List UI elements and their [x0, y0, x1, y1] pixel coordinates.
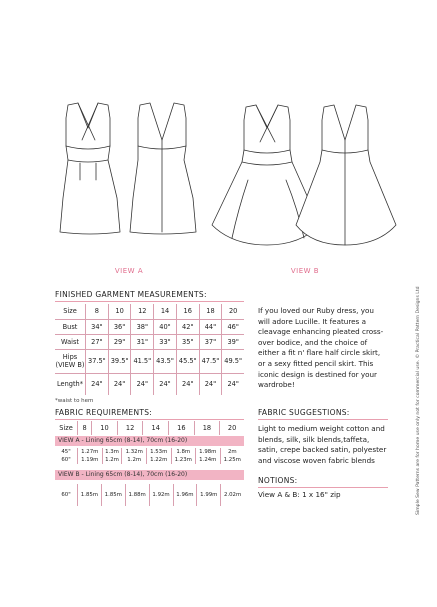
table-cell: 1.24m [196, 456, 221, 464]
fabric-suggestions-rule [258, 419, 388, 420]
notions-text: View A & B: 1 x 16" zip [258, 490, 341, 499]
table-header-cell: 8 [78, 421, 92, 435]
table-cell: 43.5" [154, 349, 177, 373]
table-cell: 1.32m [122, 448, 147, 456]
table-row [55, 456, 244, 464]
table-cell: 36" [108, 319, 131, 334]
fabric-suggestions-text: Light to medium weight cotton and blends, silk, silk blends,taffeta, satin, crepe backed satin, polyester and viscose woven fabric blends [258, 424, 387, 465]
table-cell: 24" [154, 373, 177, 395]
table-cell: 1.8m [171, 448, 196, 456]
view-b-label: VIEW B [290, 267, 320, 275]
table-cell: 1.88m [125, 484, 149, 506]
table-cell: 41.5" [131, 349, 154, 373]
table-cell: Waist [55, 334, 86, 349]
table-cell: 44" [199, 319, 222, 334]
table-cell: 1.25m [223, 457, 241, 463]
measurements-title: FINISHED GARMENT MEASUREMENTS: [55, 290, 207, 299]
table-cell: 60" [55, 456, 78, 464]
fabric-requirements-title: FABRIC REQUIREMENTS: [55, 408, 153, 417]
view-b-lining-band: VIEW B - Lining 65cm (8-14), 70cm (16-20) [55, 470, 244, 480]
table-header-cell: 18 [194, 421, 220, 435]
table-cell: 49.5" [222, 349, 244, 373]
table-header-cell: 12 [131, 304, 154, 319]
table-cell: 34" [86, 319, 109, 334]
fabric-requirements-rule [55, 419, 244, 420]
table-cell: 1.23m [171, 456, 196, 464]
table-row [55, 484, 244, 506]
dress-illustrations [0, 0, 437, 265]
table-cell: 1.85m [101, 484, 125, 506]
table-header-cell: 12 [117, 421, 143, 435]
table-header-cell: 14 [154, 304, 177, 319]
table-row [55, 349, 244, 373]
copyright-side-text: Simple Sew Patterns are for home use only not for commercial use. © Practical Pattern Designs Ltd [416, 286, 421, 515]
table-cell: 27" [86, 334, 109, 349]
view-a-back-illustration [130, 103, 196, 234]
view-b-back-illustration [296, 105, 396, 245]
pattern-description: If you loved our Ruby dress, you will adore Lucille. It features a cleavage enhancing pleated cross-over bodice, and the choice of either a fit n' flare half circle skirt, or a sexy fitted pencil skirt. This iconic design is destined for your wardrobe! [258, 306, 384, 390]
fabric-header-table [55, 421, 244, 435]
table-cell: 1.53m [146, 448, 171, 456]
table-cell: 24" [227, 380, 239, 389]
table-cell: 37" [199, 334, 222, 349]
table-cell: 1.92m [149, 484, 173, 506]
table-cell: 60" [55, 484, 78, 506]
table-cell: 47.5" [199, 349, 222, 373]
table-cell: 35" [176, 334, 199, 349]
table-cell: 46" [222, 319, 244, 334]
table-cell: Hips (VIEW B) [55, 349, 86, 373]
view-a-fabric-table [55, 448, 244, 464]
table-cell: 24" [131, 373, 154, 395]
table-header-cell: 10 [108, 304, 131, 319]
table-row [55, 448, 244, 456]
table-header-cell: 10 [92, 421, 118, 435]
table-cell: 31" [131, 334, 154, 349]
table-cell: 38" [131, 319, 154, 334]
table-cell: 33" [154, 334, 177, 349]
table-header-cell: 8 [86, 304, 109, 319]
table-cell: 1.2m [122, 456, 147, 464]
table-row [55, 319, 244, 334]
view-b-fabric-table [55, 484, 244, 506]
table-cell: 1.85m [78, 484, 102, 506]
table-cell: 24" [108, 373, 131, 395]
table-cell: 29" [108, 334, 131, 349]
table-cell: 37.5" [86, 349, 109, 373]
table-header-cell: 16 [169, 421, 195, 435]
table-cell: 1.19m [78, 456, 103, 464]
view-a-lining-band: VIEW A - Lining 65cm (8-14), 70cm (16-20) [55, 436, 244, 446]
table-header-cell: 18 [199, 304, 222, 319]
table-cell: 42" [176, 319, 199, 334]
table-cell: 1.2m [102, 456, 122, 464]
view-a-front-illustration [60, 103, 120, 234]
table-header-cell: 20 [222, 304, 244, 319]
fabric-suggestions-title: FABRIC SUGGESTIONS: [258, 408, 350, 417]
table-header-cell: Size [55, 304, 86, 319]
table-cell: 39.5" [108, 349, 131, 373]
notions-title: NOTIONS: [258, 476, 298, 485]
table-cell: 1.27m [78, 448, 103, 456]
table-cell: 24" [199, 373, 222, 395]
table-cell: 24" [86, 373, 109, 395]
table-cell: 1.98m [196, 448, 221, 456]
measurements-table [55, 304, 244, 395]
table-cell: 45.5" [176, 349, 199, 373]
notions-rule [258, 487, 388, 488]
table-row [55, 373, 244, 395]
table-header-cell: 16 [176, 304, 199, 319]
table-row [55, 334, 244, 349]
table-cell: 24" [176, 373, 199, 395]
view-a-label: VIEW A [114, 267, 144, 275]
table-cell: Length* [55, 373, 86, 395]
waist-to-hem-note: *waist to hem [55, 398, 94, 404]
table-cell: 40" [154, 319, 177, 334]
table-cell: 2.02m [223, 492, 242, 498]
table-cell: 1.99m [197, 484, 221, 506]
table-cell: 39" [222, 334, 244, 349]
table-cell: 45" [55, 448, 78, 456]
table-cell: Bust [55, 319, 86, 334]
measurements-rule [55, 301, 244, 302]
table-cell: 1.96m [173, 484, 197, 506]
table-header-cell: 20 [227, 424, 237, 432]
table-cell: 2m [227, 449, 237, 455]
table-header-cell: 14 [143, 421, 169, 435]
table-header-cell: Size [55, 421, 78, 435]
table-cell: 1.22m [146, 456, 171, 464]
table-cell: 1.3m [102, 448, 122, 456]
